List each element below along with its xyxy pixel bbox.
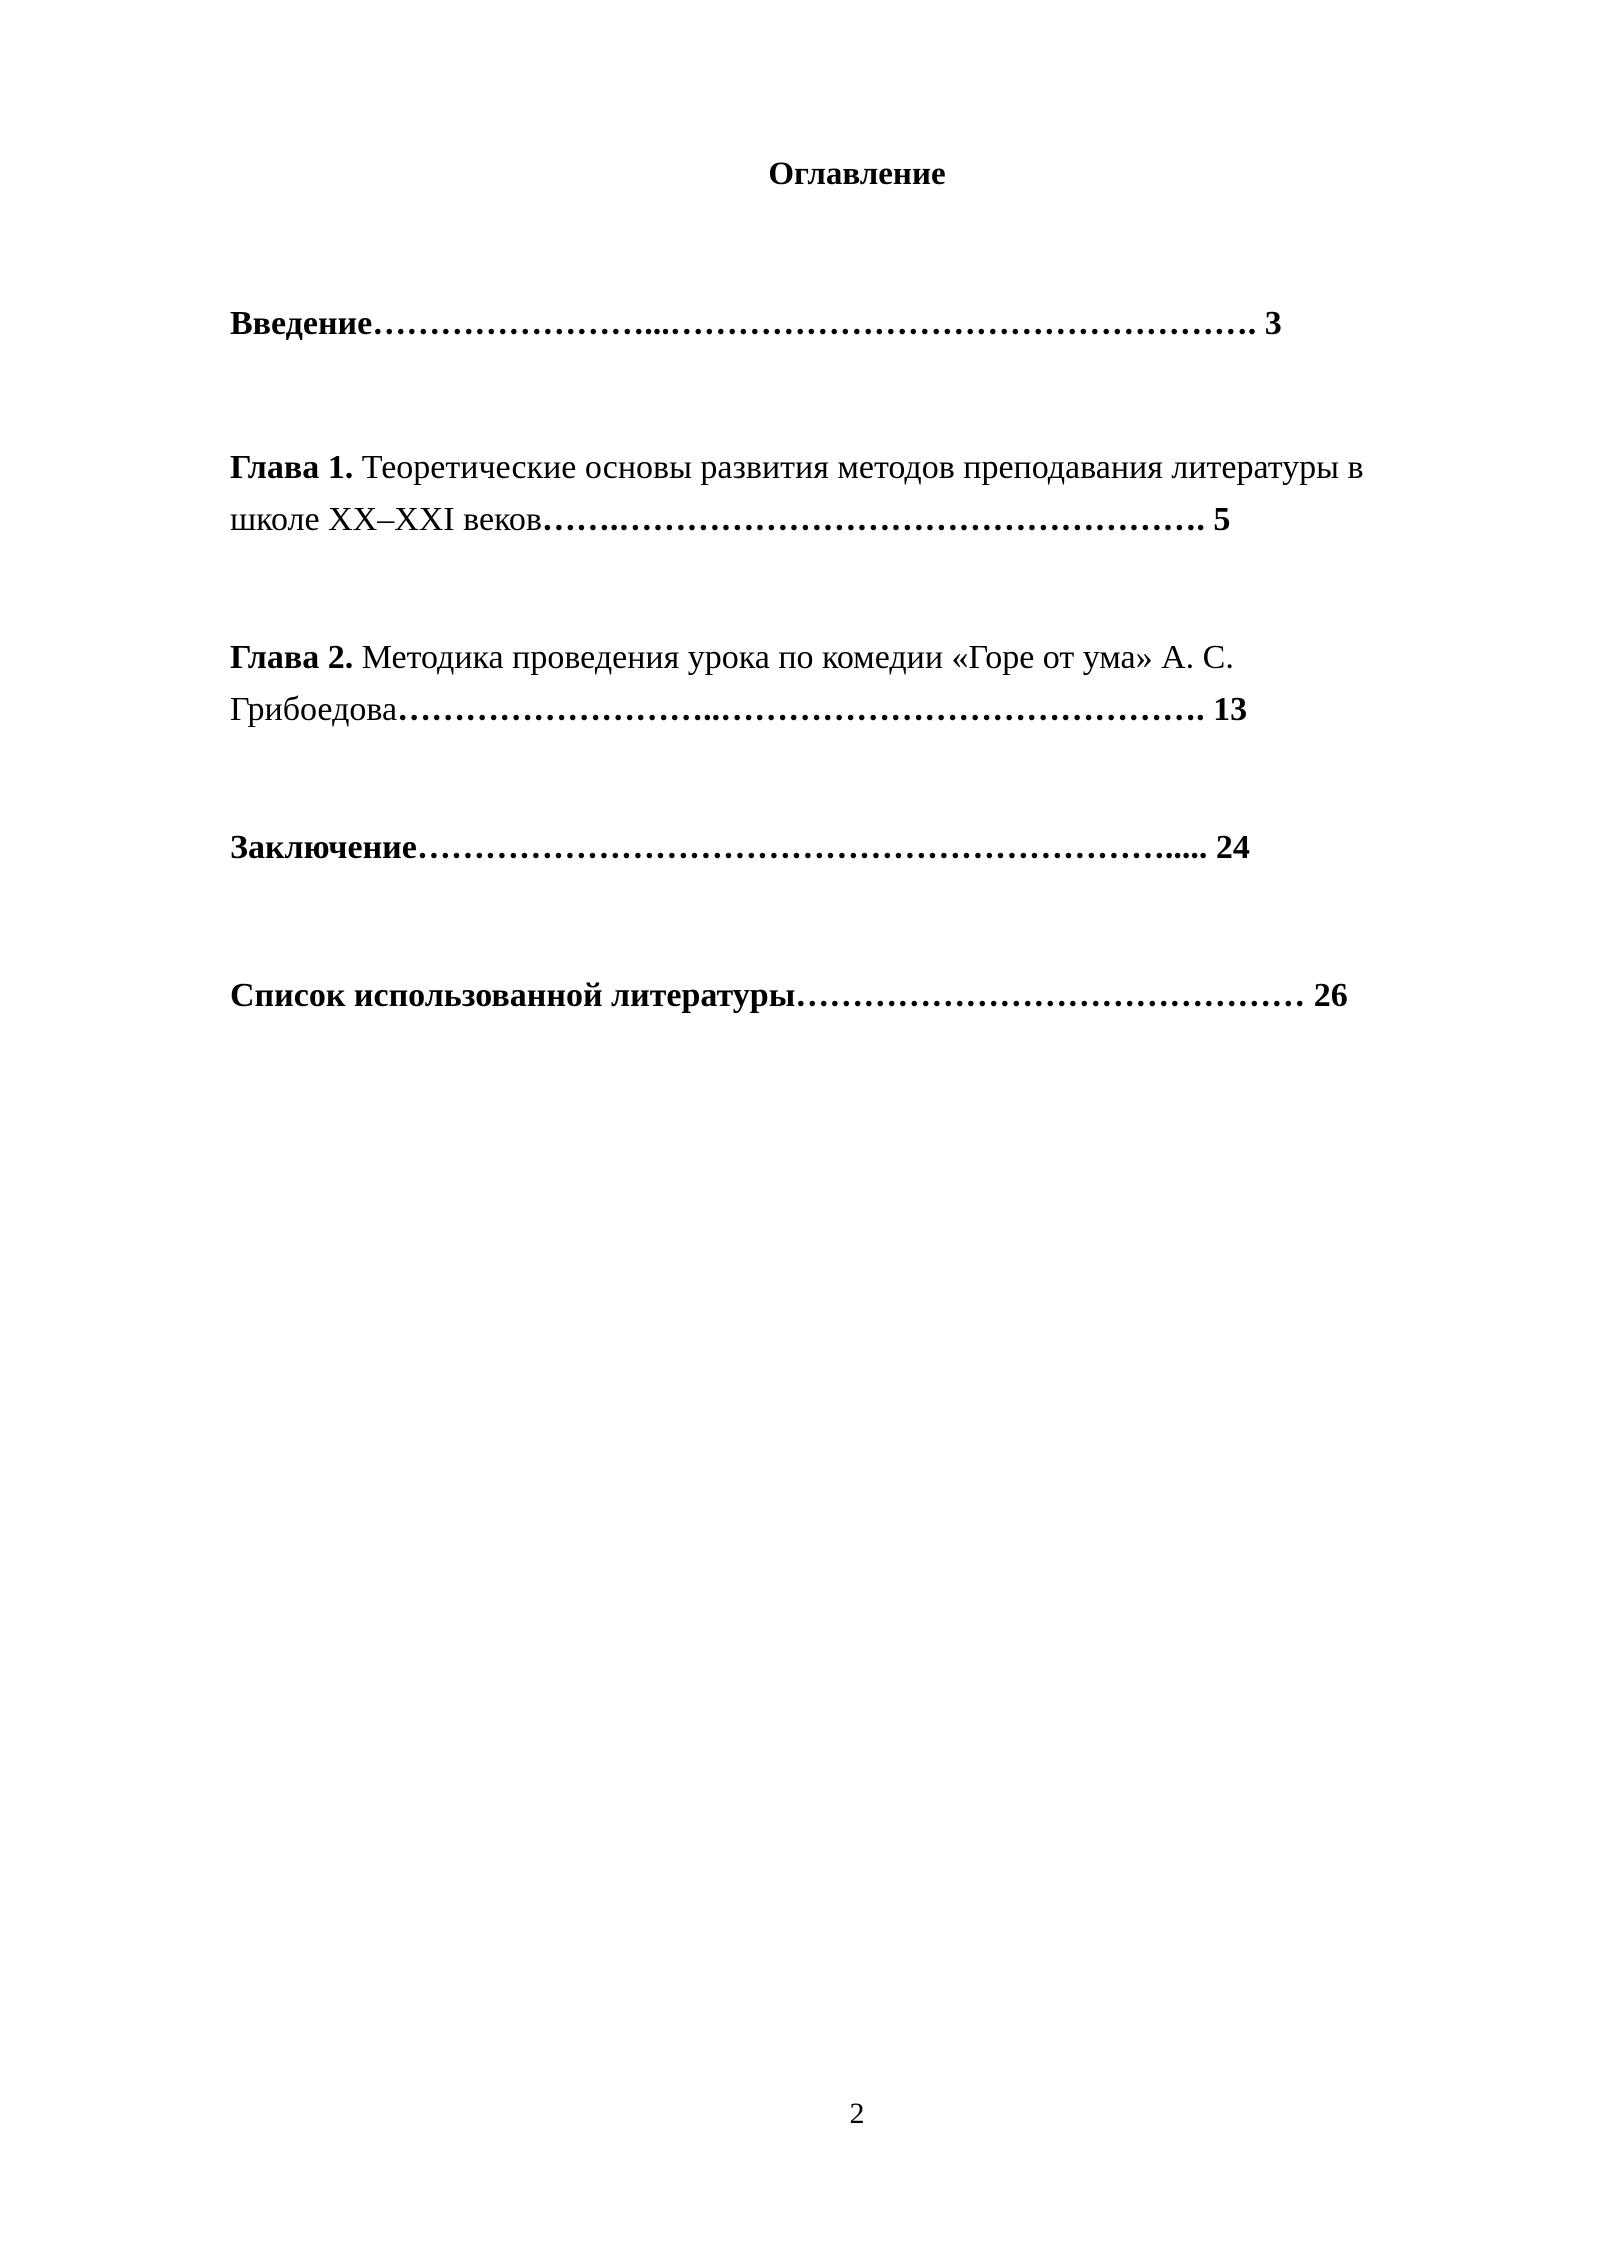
toc-line bbox=[230, 632, 1520, 684]
toc-leader-page: ………………………..……………………………………. 13 bbox=[397, 691, 1248, 728]
page-number: 2 bbox=[849, 2097, 865, 2130]
toc-entry-conclusion bbox=[230, 822, 1520, 874]
toc-entry-text: Список использованной литературы……………………………………… 26 bbox=[230, 977, 1348, 1014]
toc-line bbox=[230, 970, 1520, 1022]
toc-chapter-title: Теоретические основы развития методов преподавания литературы в bbox=[353, 449, 1364, 486]
toc-entry-chapter-2 bbox=[230, 632, 1520, 736]
toc-chapter-title: Грибоедова bbox=[230, 691, 398, 728]
toc-line bbox=[230, 684, 1520, 736]
toc-entry-chapter-1 bbox=[230, 442, 1520, 546]
toc-chapter-label: Глава 1. bbox=[230, 449, 354, 486]
toc-entry-bibliography bbox=[230, 970, 1520, 1022]
toc-chapter-title: школе XX–XXI веков bbox=[230, 501, 542, 538]
toc-line bbox=[230, 822, 1520, 874]
toc-chapter-label: Глава 2. bbox=[230, 639, 354, 676]
page-title: Оглавление bbox=[768, 156, 946, 192]
toc-entry-text: Заключение…………………………………………………………..... 24 bbox=[230, 829, 1250, 866]
toc-line bbox=[230, 442, 1520, 494]
toc-entry-text: Введение……………………...……………………………………………. 3 bbox=[230, 305, 1282, 342]
toc-leader-page: …….……………………………………………. 5 bbox=[541, 501, 1231, 538]
toc-line bbox=[230, 298, 1520, 350]
toc-chapter-title: Методика проведения урока по комедии «Горе от ума» А. С. bbox=[353, 639, 1234, 676]
toc-line bbox=[230, 494, 1520, 546]
toc-entry-introduction bbox=[230, 298, 1520, 350]
